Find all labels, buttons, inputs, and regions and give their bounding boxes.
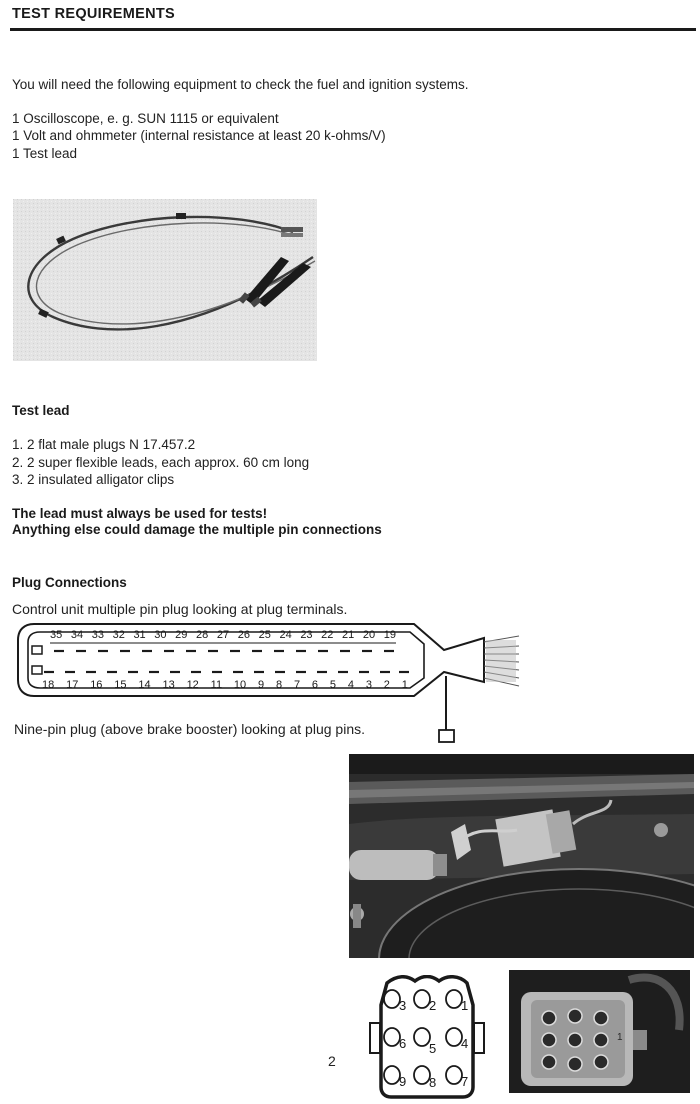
pin-number: 30 xyxy=(154,629,167,641)
nine-pin-number: 1 xyxy=(461,998,469,1013)
connector-label: 1 xyxy=(617,1032,623,1043)
pin-number: 3 xyxy=(365,679,372,691)
test-lead-illustration xyxy=(13,199,317,361)
nine-pin-number: 2 xyxy=(429,998,437,1013)
pin-number: 24 xyxy=(279,629,292,641)
nine-pin-number: 9 xyxy=(399,1074,407,1089)
pin-number: 15 xyxy=(114,679,127,691)
pin-number: 8 xyxy=(275,679,283,691)
pin-number: 19 xyxy=(383,629,396,641)
pin-number: 9 xyxy=(258,679,265,691)
top-pin-numbers xyxy=(50,629,396,642)
nine-pin-diagram xyxy=(367,975,487,1099)
pin-number: 20 xyxy=(362,629,376,641)
pin-number: 31 xyxy=(133,629,146,641)
test-lead-photo xyxy=(13,199,317,361)
pin-number: 33 xyxy=(91,629,104,641)
pin-number: 12 xyxy=(186,679,199,691)
connector-photo xyxy=(509,970,690,1093)
pin-number: 35 xyxy=(50,629,63,641)
test-lead-item: 3. 2 insulated alligator clips xyxy=(12,472,175,487)
pin-number: 25 xyxy=(258,629,271,641)
pin-number: 26 xyxy=(237,629,250,641)
intro-text: You will need the following equipment to check the fuel and ignition systems. xyxy=(12,77,469,92)
pin-number: 7 xyxy=(293,679,301,691)
pin-number: 23 xyxy=(300,629,313,641)
pin-number: 11 xyxy=(210,679,223,691)
nine-pin-number: 5 xyxy=(429,1041,437,1056)
warning-line: The lead must always be used for tests! xyxy=(12,506,268,521)
test-lead-item: 2. 2 super flexible leads, each approx. 60 cm long xyxy=(12,455,310,470)
pin-number: 22 xyxy=(321,629,334,641)
pin-number: 14 xyxy=(138,679,151,691)
test-lead-title: Test lead xyxy=(12,403,70,418)
pin-number: 29 xyxy=(175,629,188,641)
equipment-item: 1 Volt and ohmmeter (internal resistance at least 20 k-ohms/V) xyxy=(12,128,386,143)
warning-line: Anything else could damage the multiple pin connections xyxy=(12,522,382,537)
nine-pin-number: 6 xyxy=(399,1036,407,1051)
pin-number: 10 xyxy=(233,679,247,691)
pin-number: 2 xyxy=(383,679,390,691)
page-heading: TEST REQUIREMENTS xyxy=(12,6,175,22)
pin-number: 27 xyxy=(216,629,230,641)
bottom-pin-numbers xyxy=(42,679,408,692)
test-lead-item: 1. 2 flat male plugs N 17.457.2 xyxy=(12,437,196,452)
nine-pin-number: 3 xyxy=(399,998,407,1013)
pin-number: 1 xyxy=(401,679,408,691)
pin-number: 17 xyxy=(66,679,79,691)
page-number: 2 xyxy=(328,1053,336,1069)
nine-pin-number: 4 xyxy=(461,1036,469,1051)
nine-pin-number: 7 xyxy=(461,1074,469,1089)
pin-number: 6 xyxy=(311,679,319,691)
equipment-item: 1 Oscilloscope, e. g. SUN 1115 or equivalent xyxy=(12,111,279,126)
engine-bay-photo xyxy=(349,754,694,958)
nine-pin-number: 8 xyxy=(429,1075,437,1090)
pin-number: 5 xyxy=(329,679,337,691)
pin-number: 32 xyxy=(112,629,125,641)
control-unit-caption: Control unit multiple pin plug looking at plug terminals. xyxy=(12,601,348,617)
pin-number: 18 xyxy=(42,679,55,691)
pin-number: 13 xyxy=(162,679,175,691)
pin-number: 34 xyxy=(70,629,84,641)
pin-number: 28 xyxy=(196,629,209,641)
pin-number: 4 xyxy=(347,679,354,691)
pin-number: 16 xyxy=(90,679,103,691)
nine-pin-caption: Nine-pin plug (above brake booster) looking at plug pins. xyxy=(14,721,365,737)
pin-number: 21 xyxy=(342,629,355,641)
heading-rule xyxy=(10,28,696,31)
equipment-item: 1 Test lead xyxy=(12,146,78,161)
plug-connections-title: Plug Connections xyxy=(12,575,127,590)
